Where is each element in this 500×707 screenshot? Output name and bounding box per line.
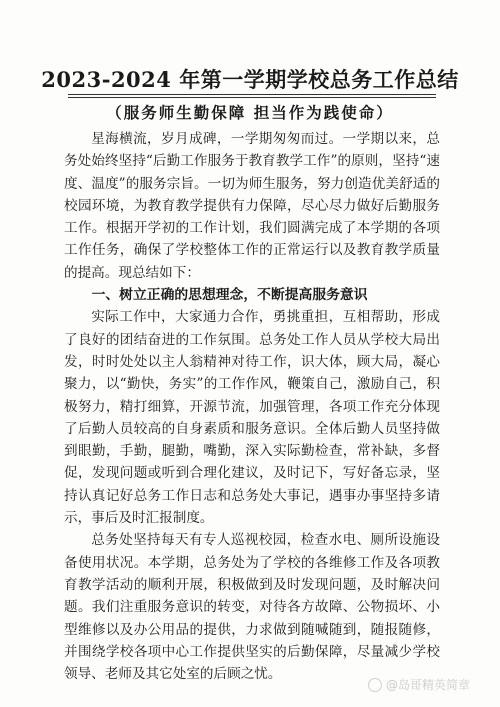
circle-logo-icon bbox=[368, 678, 382, 692]
document-body bbox=[64, 128, 440, 685]
intro-paragraph: 星海横流，岁月成碑，一学期匆匆而过。一学期以来，总务处始终坚持“后勤工作服务于教育教学工作”的原则，坚持“速度、温度”的服务宗旨。一切为师生服务，努力创造优美舒适的校园环境，为教育教学提供有力保障，尽心尽力做好后勤服务工作。根据开学初的工作计划，我们圆满完成了本学期的各项工作任务，确保了学校整体工作的正常运行以及教育教学质量的提高。现总结如下： bbox=[64, 131, 440, 281]
title-rule-top bbox=[68, 94, 436, 95]
document-subtitle: （服务师生勤保障 担当作为践使命） bbox=[106, 103, 394, 122]
title-rule-bottom bbox=[68, 97, 436, 98]
document-title: 2023-2024 年第一学期学校总务工作总结 bbox=[41, 67, 459, 92]
section-1-heading: 一、树立正确的思想理念，不断提高服务意识 bbox=[91, 287, 368, 304]
watermark-text: @岛哥精英简章 bbox=[385, 678, 470, 692]
section-1-paragraph-1: 实际工作中，大家通力合作，勇挑重担，互相帮助，形成了良好的团结奋进的工作氛围。总务处工作人员从学校大局出发，时时处处以主人翁精神对待工作，识大体，顾大局，凝心聚力，以“勤快，务实”的工作作风，鞭策自己，激励自己，积极努力，精打细算，开源节流，加强管理，各项工作充分体现了后勤人员较高的自身素质和服务意识。全体后勤人员坚持做到眼勤，手勤，腿勤，嘴勤，深入实际勤检查，常补缺，多督促，发现问题或听到合理化建议，及时记下，写好备忘录，坚持认真记好总务工作日志和总务处大事记，遇事办事坚持多请示，事后及时汇报制度。 bbox=[64, 309, 440, 527]
watermark bbox=[368, 676, 470, 693]
section-1-paragraph-2: 总务处坚持每天有专人巡视校园，检查水电、厕所设施设备使用状况。本学期，总务处为了学校的各维修工作及各项教育教学活动的顺利开展，积极做到及时发现问题，及时解决问题。我们注重服务意识的转变，对待各方故障、公物损坏、小型维修以及办公用品的提供，力求做到随喊随到，随报随修，并围绕学校各项中心工作提供坚实的后勤保障，尽量减少学校领导、老师及其它处室的后顾之忧。 bbox=[64, 532, 440, 683]
